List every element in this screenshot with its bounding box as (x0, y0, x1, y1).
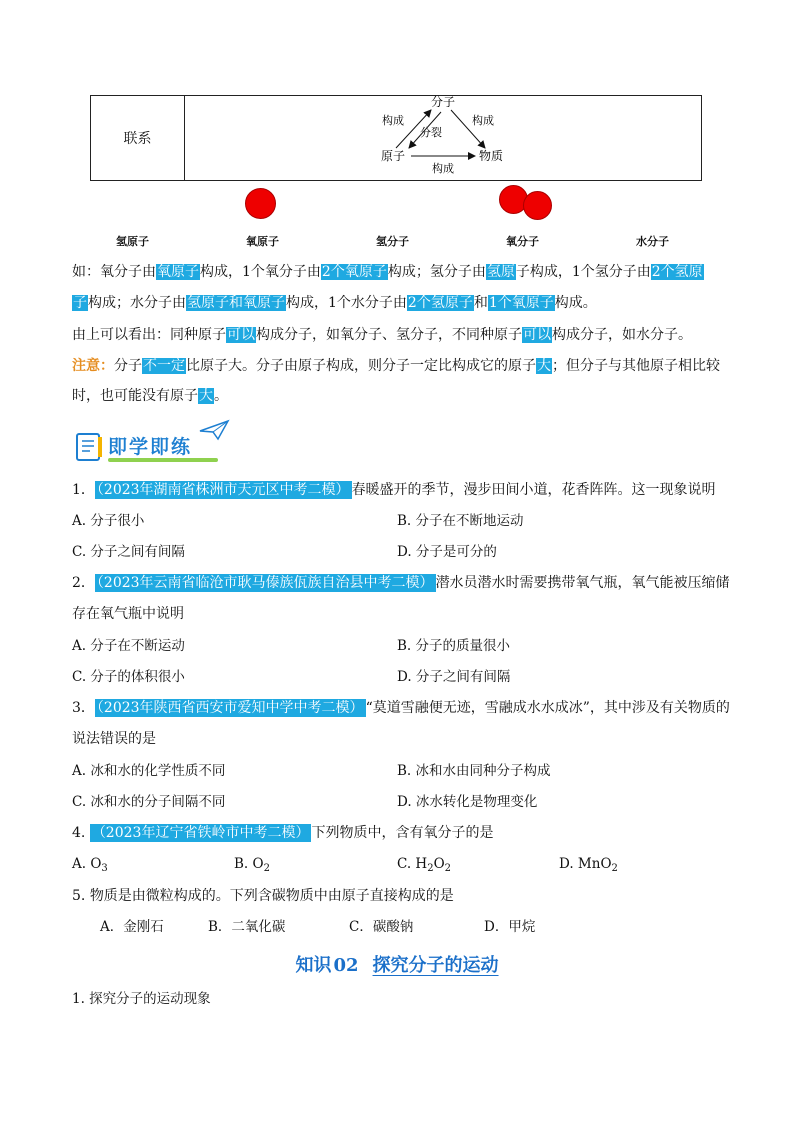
question-3-option-c[interactable]: C. 冰和水的分子间隔不同 (72, 794, 226, 810)
answer-blank: 2个氧原子 (321, 264, 387, 280)
section-label: 知识 (295, 955, 332, 976)
diagram-split: 分裂 (420, 126, 442, 139)
section-heading (0, 951, 794, 977)
note-line2: 时，也可能没有原子大。 (72, 388, 228, 404)
question-2-stem: 2． （2023年云南省临沧市耿马傣族佤族自治县中考二模） 潜水员潜水时需要携带氧气瓶，氧气能被压缩储 (72, 575, 730, 591)
practice-banner (72, 425, 232, 467)
answer-blank: 可以 (227, 327, 255, 343)
question-3-stem: 3． （2023年陕西省西安市爱知中学中考二模） “莫道雪融便无迹，雪融成水水成冰”，其中涉及有关物质的 (72, 700, 730, 716)
paragraph1-line1: 如：氧分子由氧原子构成，1个氧分子由2个氧原子构成；氢分子由氢原子构成，1个氢分子由2个氢原 (72, 264, 703, 280)
answer-blank: 大 (537, 358, 551, 374)
question-4-option-b[interactable]: B. $O_2$ (234, 856, 270, 874)
question-1-option-d[interactable]: D. 分子是可分的 (397, 544, 497, 560)
answer-blank: 大 (199, 388, 213, 404)
question-source-tag: （2023年陕西省西安市爱知中学中考二模） (96, 700, 364, 716)
label-hydrogen-molecule: 氢分子 (376, 235, 409, 248)
question-3-option-b[interactable]: B. 冰和水由同种分子构成 (397, 763, 551, 779)
answer-blank: 2个氢原子 (407, 295, 473, 311)
question-3-option-d[interactable]: D. 冰水转化是物理变化 (397, 794, 538, 810)
question-3-stem-cont: 说法错误的是 (72, 731, 156, 747)
question-2-option-a[interactable]: A. 分子在不断运动 (72, 638, 185, 654)
answer-blank: 氧原子 (157, 264, 199, 280)
banner-underline (108, 458, 218, 462)
question-source-tag: （2023年辽宁省铁岭市中考二模） (91, 825, 310, 841)
question-2-option-c[interactable]: C. 分子的体积很小 (72, 669, 185, 685)
paragraph1-line2: 子构成；水分子由氢原子和氧原子构成，1个水分子由2个氢原子和1个氧原子构成。 (73, 295, 597, 311)
molecule-atom-substance-diagram (91, 96, 703, 182)
question-5-option-b[interactable]: B．二氧化碳 (208, 919, 286, 935)
note-line1: 注意：分子不一定比原子大。分子由原子构成，则分子一定比构成它的原子大；但分子与其他原子相比较 (72, 358, 720, 374)
label-oxygen-atom: 氧原子 (246, 235, 279, 248)
relation-table (90, 95, 702, 181)
question-1-stem: 1． （2023年湖南省株洲市天元区中考二模） 春暖盛开的季节，漫步田间小道，花香阵阵。这一现象说明 (72, 482, 716, 498)
section-number: 02 (333, 955, 359, 976)
question-4-option-c[interactable]: C. $H_2O_2$ (397, 856, 452, 874)
question-2-stem-cont: 存在氧气瓶中说明 (72, 606, 184, 622)
question-5-option-c[interactable]: C．碳酸钠 (349, 919, 414, 935)
section-title: 探究分子的运动 (372, 955, 499, 976)
question-source-tag: （2023年湖南省株洲市天元区中考二模） (96, 482, 350, 498)
diagram-substance: 物质 (478, 149, 504, 163)
notebook-icon (74, 431, 106, 463)
question-4-option-a[interactable]: A. $O_3$ (72, 856, 108, 874)
relation-label: 联系 (123, 131, 152, 147)
diagram-atom: 原子 (380, 149, 406, 163)
label-hydrogen-atom: 氢原子 (116, 235, 149, 248)
note-label: 注意： (72, 358, 114, 374)
banner-title: 即学即练 (108, 436, 193, 458)
answer-blank: 氢原子和氧原子 (187, 295, 285, 311)
question-4-stem: 4. （2023年辽宁省铁岭市中考二模） 下列物质中，含有氧分子的是 (72, 825, 494, 841)
diagram-bottom-edge: 构成 (432, 162, 454, 175)
question-1-option-b[interactable]: B. 分子在不断地运动 (397, 513, 524, 529)
paper-plane-icon (198, 419, 230, 441)
question-5-stem: 5. 物质是由微粒构成的。下列含碳物质中由原子直接构成的是 (72, 888, 454, 904)
answer-blank: 可以 (523, 327, 551, 343)
answer-blank: 子 (73, 295, 87, 311)
answer-blank: 1个氧原子 (488, 295, 554, 311)
answer-blank: 氢原 (486, 264, 515, 280)
question-4-option-d[interactable]: D. MnO$_2$ (559, 856, 618, 874)
answer-blank: 不一定 (143, 358, 185, 374)
question-5-option-a[interactable]: A．金刚石 (100, 919, 164, 935)
diagram-right-edge: 构成 (472, 114, 494, 127)
question-5-option-d[interactable]: D．甲烷 (484, 919, 536, 935)
answer-blank: 2个氢原 (651, 264, 703, 280)
question-1-option-a[interactable]: A. 分子很小 (72, 513, 145, 529)
question-1-option-c[interactable]: C. 分子之间有间隔 (72, 544, 185, 560)
question-2-option-d[interactable]: D. 分子之间有间隔 (397, 669, 511, 685)
diagram-molecule: 分子 (430, 96, 456, 109)
subsection-line: 1. 探究分子的运动现象 (72, 991, 211, 1007)
oxygen-molecule-ball-2 (523, 191, 552, 220)
oxygen-atom-ball (245, 188, 276, 219)
paragraph2: 由上可以看出：同种原子可以构成分子，如氧分子、氢分子，不同种原子可以构成分子，如水分子。 (72, 327, 692, 343)
diagram-left-edge: 构成 (382, 114, 404, 127)
label-oxygen-molecule: 氧分子 (506, 235, 539, 248)
question-3-option-a[interactable]: A. 冰和水的化学性质不同 (72, 763, 226, 779)
question-2-option-b[interactable]: B. 分子的质量很小 (397, 638, 511, 654)
question-source-tag: （2023年云南省临沧市耿马傣族佤族自治县中考二模） (96, 575, 434, 591)
label-water-molecule: 水分子 (636, 235, 669, 248)
